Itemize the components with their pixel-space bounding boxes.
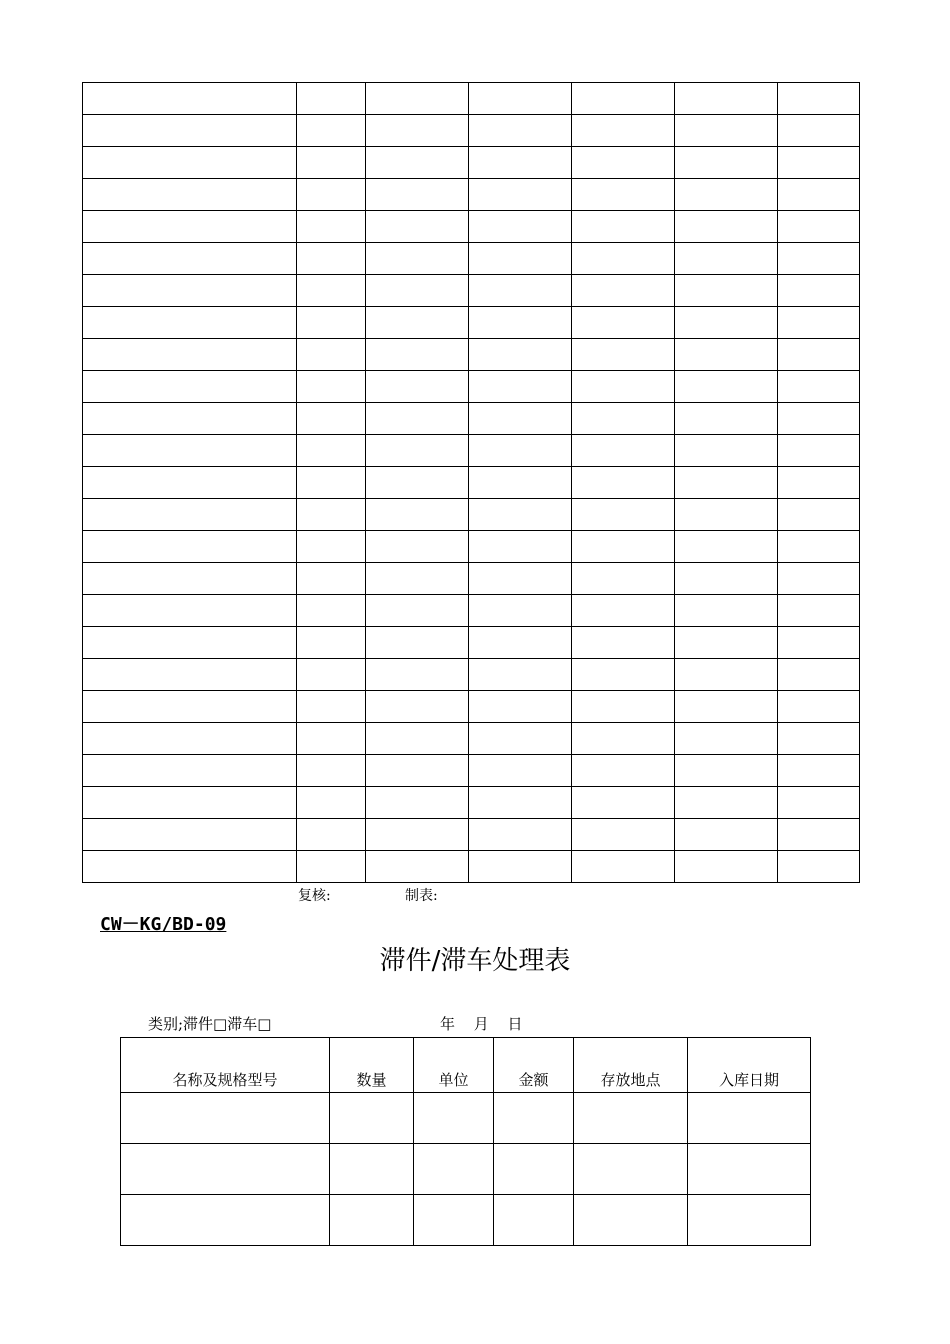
table-cell[interactable] — [297, 563, 366, 595]
table-cell[interactable] — [572, 595, 675, 627]
table-cell[interactable] — [572, 179, 675, 211]
table-row — [83, 115, 860, 147]
table-cell[interactable] — [297, 467, 366, 499]
table-cell[interactable] — [297, 339, 366, 371]
table-cell[interactable] — [366, 115, 469, 147]
table-row — [83, 403, 860, 435]
table-cell[interactable] — [414, 1195, 494, 1246]
table-cell[interactable] — [778, 723, 860, 755]
table-cell[interactable] — [778, 851, 860, 883]
table-cell[interactable] — [572, 371, 675, 403]
table-cell[interactable] — [297, 243, 366, 275]
table-cell[interactable] — [83, 147, 297, 179]
table-cell[interactable] — [83, 307, 297, 339]
table-cell[interactable] — [469, 339, 572, 371]
upper-form-table — [82, 82, 860, 883]
table-cell[interactable] — [572, 147, 675, 179]
table-cell[interactable] — [675, 403, 778, 435]
table-cell[interactable] — [297, 851, 366, 883]
table-cell[interactable] — [297, 115, 366, 147]
table-cell[interactable] — [297, 435, 366, 467]
table-cell[interactable] — [366, 307, 469, 339]
table-cell[interactable] — [572, 499, 675, 531]
table-row — [83, 595, 860, 627]
table-row — [83, 627, 860, 659]
table-row — [83, 371, 860, 403]
table-cell[interactable] — [83, 243, 297, 275]
table-cell[interactable] — [469, 595, 572, 627]
table-cell[interactable] — [572, 851, 675, 883]
table-cell[interactable] — [469, 467, 572, 499]
table-cell[interactable] — [366, 563, 469, 595]
table-cell[interactable] — [572, 627, 675, 659]
table-cell[interactable] — [366, 211, 469, 243]
table-cell[interactable] — [675, 659, 778, 691]
table-cell[interactable] — [414, 1093, 494, 1144]
table-row — [121, 1144, 811, 1195]
table-cell[interactable] — [83, 819, 297, 851]
table-cell[interactable] — [778, 403, 860, 435]
table-cell[interactable] — [83, 563, 297, 595]
table-cell[interactable] — [366, 275, 469, 307]
table-cell[interactable] — [469, 147, 572, 179]
table-cell[interactable] — [469, 83, 572, 115]
table-row — [83, 531, 860, 563]
table-cell[interactable] — [675, 499, 778, 531]
table-row — [121, 1195, 811, 1246]
table-cell[interactable] — [366, 499, 469, 531]
table-cell[interactable] — [572, 339, 675, 371]
table-cell[interactable] — [675, 563, 778, 595]
table-cell[interactable] — [366, 371, 469, 403]
table-cell[interactable] — [469, 787, 572, 819]
table-cell[interactable] — [297, 819, 366, 851]
table-cell[interactable] — [572, 659, 675, 691]
table-cell[interactable] — [83, 371, 297, 403]
table-cell[interactable] — [83, 691, 297, 723]
table-cell[interactable] — [675, 467, 778, 499]
table-cell[interactable] — [778, 179, 860, 211]
stagnant-items-table — [120, 1037, 811, 1246]
table-row — [83, 723, 860, 755]
table-cell[interactable] — [469, 275, 572, 307]
table-cell[interactable] — [675, 691, 778, 723]
table-cell[interactable] — [469, 115, 572, 147]
table-cell[interactable] — [688, 1093, 811, 1144]
table-cell[interactable] — [778, 211, 860, 243]
table-cell[interactable] — [778, 531, 860, 563]
table-cell[interactable] — [121, 1195, 330, 1246]
table-cell[interactable] — [297, 179, 366, 211]
table-cell[interactable] — [366, 147, 469, 179]
table-cell[interactable] — [778, 275, 860, 307]
table-cell[interactable] — [688, 1195, 811, 1246]
header-storage-location: 存放地点 — [574, 1038, 688, 1093]
table-cell[interactable] — [297, 659, 366, 691]
table-cell[interactable] — [297, 307, 366, 339]
table-cell[interactable] — [366, 467, 469, 499]
table-row — [83, 819, 860, 851]
table-cell[interactable] — [469, 659, 572, 691]
table-cell[interactable] — [675, 595, 778, 627]
table-cell[interactable] — [297, 787, 366, 819]
table-cell[interactable] — [675, 435, 778, 467]
table-cell[interactable] — [297, 595, 366, 627]
table-cell[interactable] — [688, 1144, 811, 1195]
table-cell[interactable] — [778, 371, 860, 403]
table-cell[interactable] — [778, 467, 860, 499]
table-cell[interactable] — [778, 755, 860, 787]
table-cell[interactable] — [330, 1195, 414, 1246]
table-cell[interactable] — [469, 563, 572, 595]
date-line: 年 月 日 — [440, 1015, 523, 1033]
table-cell[interactable] — [83, 723, 297, 755]
table-row — [83, 243, 860, 275]
table-cell[interactable] — [675, 275, 778, 307]
table-cell[interactable] — [83, 211, 297, 243]
form-code: CW－KG/BD-09 — [100, 914, 227, 935]
table-cell[interactable] — [778, 595, 860, 627]
table-cell[interactable] — [83, 179, 297, 211]
table-cell[interactable] — [675, 179, 778, 211]
table-cell[interactable] — [83, 435, 297, 467]
table-cell[interactable] — [297, 691, 366, 723]
table-row — [83, 179, 860, 211]
table-cell[interactable] — [778, 115, 860, 147]
table-cell[interactable] — [469, 851, 572, 883]
table-cell[interactable] — [366, 659, 469, 691]
table-row — [83, 211, 860, 243]
table-cell[interactable] — [469, 691, 572, 723]
table-cell[interactable] — [366, 851, 469, 883]
table-cell[interactable] — [366, 83, 469, 115]
table-row — [83, 691, 860, 723]
table-cell[interactable] — [469, 243, 572, 275]
table-cell[interactable] — [778, 787, 860, 819]
table-cell[interactable] — [366, 595, 469, 627]
table-cell[interactable] — [297, 371, 366, 403]
table-cell[interactable] — [366, 435, 469, 467]
table-cell[interactable] — [778, 627, 860, 659]
table-cell[interactable] — [572, 723, 675, 755]
table-cell[interactable] — [366, 179, 469, 211]
table-cell[interactable] — [469, 499, 572, 531]
table-cell[interactable] — [366, 819, 469, 851]
table-cell[interactable] — [778, 435, 860, 467]
header-unit: 单位 — [414, 1038, 494, 1093]
table-cell[interactable] — [469, 531, 572, 563]
category-checkbox-line: 类别;滞件□滞车□ — [148, 1015, 272, 1033]
table-cell[interactable] — [366, 627, 469, 659]
table-cell[interactable] — [366, 723, 469, 755]
table-cell[interactable] — [297, 83, 366, 115]
table-cell[interactable] — [572, 307, 675, 339]
table-cell[interactable] — [572, 83, 675, 115]
table-cell[interactable] — [574, 1195, 688, 1246]
table-cell[interactable] — [121, 1093, 330, 1144]
table-cell[interactable] — [675, 531, 778, 563]
table-cell[interactable] — [778, 339, 860, 371]
table-cell[interactable] — [778, 691, 860, 723]
table-cell[interactable] — [83, 659, 297, 691]
header-name-spec: 名称及规格型号 — [121, 1038, 330, 1093]
table-cell[interactable] — [469, 435, 572, 467]
table-cell[interactable] — [572, 531, 675, 563]
table-row — [83, 147, 860, 179]
table-cell[interactable] — [297, 723, 366, 755]
table-cell[interactable] — [675, 371, 778, 403]
table-cell[interactable] — [675, 787, 778, 819]
table-cell[interactable] — [778, 307, 860, 339]
table-cell[interactable] — [675, 723, 778, 755]
table-cell[interactable] — [572, 243, 675, 275]
header-storage-date: 入库日期 — [688, 1038, 811, 1093]
table-cell[interactable] — [675, 627, 778, 659]
table-cell[interactable] — [297, 147, 366, 179]
table-cell[interactable] — [494, 1144, 574, 1195]
table-row — [83, 435, 860, 467]
table-cell[interactable] — [778, 147, 860, 179]
table-cell[interactable] — [572, 755, 675, 787]
table-cell[interactable] — [572, 211, 675, 243]
table-cell[interactable] — [469, 819, 572, 851]
table-cell[interactable] — [366, 531, 469, 563]
table-row — [83, 787, 860, 819]
table-cell[interactable] — [675, 307, 778, 339]
header-amount: 金额 — [494, 1038, 574, 1093]
table-cell[interactable] — [297, 499, 366, 531]
table-cell[interactable] — [366, 691, 469, 723]
table-cell[interactable] — [83, 627, 297, 659]
table-cell[interactable] — [675, 83, 778, 115]
table-cell[interactable] — [572, 691, 675, 723]
table-cell[interactable] — [494, 1093, 574, 1144]
table-cell[interactable] — [83, 787, 297, 819]
table-cell[interactable] — [469, 755, 572, 787]
table-cell[interactable] — [572, 115, 675, 147]
table-cell[interactable] — [572, 563, 675, 595]
table-cell[interactable] — [675, 339, 778, 371]
table-cell[interactable] — [572, 787, 675, 819]
table-cell[interactable] — [469, 371, 572, 403]
table-cell[interactable] — [469, 179, 572, 211]
table-cell[interactable] — [469, 627, 572, 659]
table-cell[interactable] — [675, 819, 778, 851]
table-cell[interactable] — [675, 115, 778, 147]
table-cell[interactable] — [366, 243, 469, 275]
table-cell[interactable] — [297, 755, 366, 787]
table-cell[interactable] — [297, 627, 366, 659]
table-cell[interactable] — [83, 531, 297, 563]
table-cell[interactable] — [675, 147, 778, 179]
table-row — [83, 659, 860, 691]
table-row — [83, 851, 860, 883]
table-cell[interactable] — [572, 435, 675, 467]
table-cell[interactable] — [83, 339, 297, 371]
table-cell[interactable] — [494, 1195, 574, 1246]
table-cell[interactable] — [675, 755, 778, 787]
table-cell[interactable] — [778, 659, 860, 691]
form-title: 滞件/滞车处理表 — [379, 946, 571, 976]
table-row — [83, 339, 860, 371]
table-cell[interactable] — [83, 851, 297, 883]
table-cell[interactable] — [83, 115, 297, 147]
table-cell[interactable] — [574, 1144, 688, 1195]
table-cell[interactable] — [83, 755, 297, 787]
table-cell[interactable] — [469, 307, 572, 339]
table-cell[interactable] — [572, 467, 675, 499]
table-row — [83, 467, 860, 499]
table-cell[interactable] — [469, 723, 572, 755]
table-cell[interactable] — [778, 83, 860, 115]
table-cell[interactable] — [469, 403, 572, 435]
table-cell[interactable] — [675, 243, 778, 275]
table-cell[interactable] — [778, 243, 860, 275]
maker-signature-label: 制表: — [405, 888, 438, 904]
table-cell[interactable] — [778, 563, 860, 595]
table-cell[interactable] — [414, 1144, 494, 1195]
table-row — [83, 275, 860, 307]
table-cell[interactable] — [297, 531, 366, 563]
table-cell[interactable] — [83, 275, 297, 307]
table-cell[interactable] — [330, 1144, 414, 1195]
table-cell[interactable] — [574, 1093, 688, 1144]
table-row — [83, 499, 860, 531]
table-row — [83, 563, 860, 595]
table-cell[interactable] — [675, 851, 778, 883]
table-cell[interactable] — [366, 787, 469, 819]
table-cell[interactable] — [366, 339, 469, 371]
table-cell[interactable] — [675, 211, 778, 243]
table-row — [83, 307, 860, 339]
table-cell[interactable] — [297, 403, 366, 435]
table-cell[interactable] — [83, 403, 297, 435]
table-cell[interactable] — [297, 275, 366, 307]
table-cell[interactable] — [778, 499, 860, 531]
table-cell[interactable] — [297, 211, 366, 243]
table-cell[interactable] — [83, 499, 297, 531]
table-cell[interactable] — [572, 819, 675, 851]
table-cell[interactable] — [83, 467, 297, 499]
table-cell[interactable] — [778, 819, 860, 851]
table-cell[interactable] — [330, 1093, 414, 1144]
table-cell[interactable] — [366, 403, 469, 435]
table-cell[interactable] — [572, 275, 675, 307]
table-cell[interactable] — [366, 755, 469, 787]
table-cell[interactable] — [121, 1144, 330, 1195]
table-cell[interactable] — [572, 403, 675, 435]
review-signature-label: 复核: — [298, 888, 331, 904]
table-cell[interactable] — [469, 211, 572, 243]
table-cell[interactable] — [83, 595, 297, 627]
header-quantity: 数量 — [330, 1038, 414, 1093]
table-header-row — [121, 1038, 811, 1093]
table-cell[interactable] — [83, 83, 297, 115]
table-row — [121, 1093, 811, 1144]
table-row — [83, 755, 860, 787]
table-row — [83, 83, 860, 115]
